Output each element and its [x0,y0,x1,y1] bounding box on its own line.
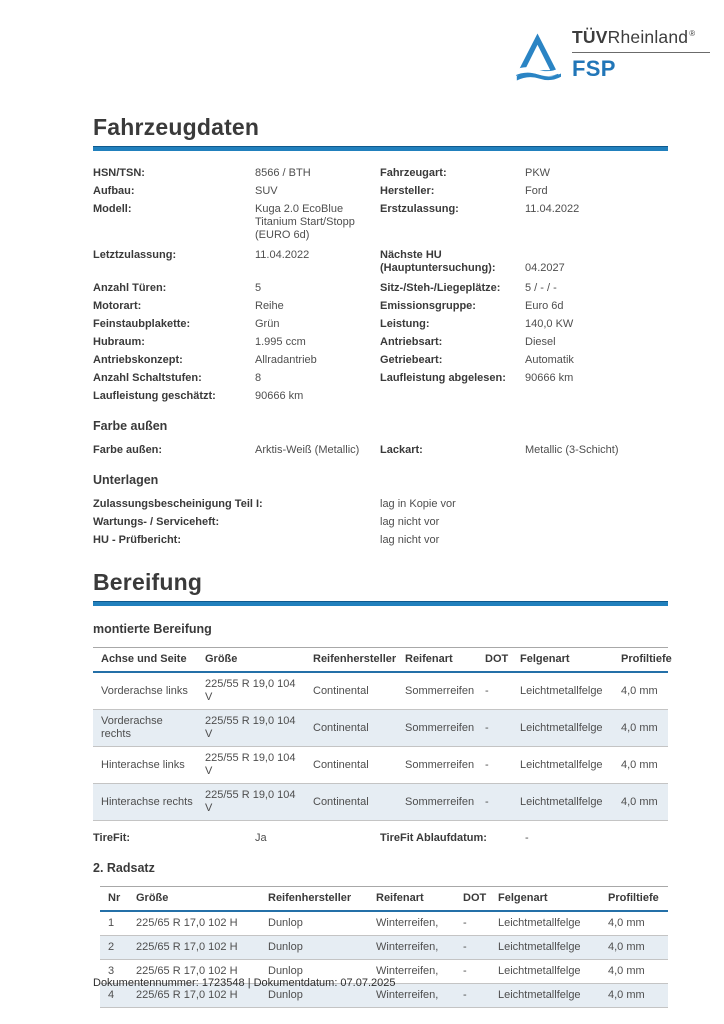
tuv-rheinland-fsp-logo [514,27,710,83]
mounted-tires-table [93,647,672,821]
field-row-anzahl-tueren [93,282,668,295]
table-row [93,710,668,747]
table-row [93,672,668,710]
field-label: Leistung: [380,318,430,330]
table-cell: 4,0 mm [600,911,668,936]
field-label: HU - Prüfbericht: [93,534,181,546]
column-header: Reifenhersteller [260,887,368,912]
logo-divider-line [572,52,710,53]
column-header: Profiltiefe [613,648,668,673]
field-row-modell [93,203,668,242]
table-cell: Leichtmetallfelge [490,984,600,1008]
table-cell: 4,0 mm [613,710,668,747]
column-header: Reifenart [397,648,477,673]
field-value: Arktis-Weiß (Metallic) [255,444,360,456]
field-label: Motorart: [93,300,142,312]
table-cell: 1 [100,911,128,936]
table-row [100,911,668,936]
field-value: 1.995 ccm [255,336,306,348]
table-cell: 4,0 mm [613,672,668,710]
field-value: Allradantrieb [255,354,317,366]
field-value: lag nicht vor [380,516,440,528]
field-value: 04.2027 [525,262,565,274]
document-footer: Dokumentennummer: 1723548 | Dokumentdatum: 07.07.2025 [93,977,396,989]
field-label: Anzahl Schaltstufen: [93,372,202,384]
field-value: Reihe [255,300,284,312]
table-cell: Dunlop [260,936,368,960]
field-label: Nächste HU (Hauptuntersuchung): [380,249,496,274]
column-header: DOT [455,887,490,912]
field-value: lag nicht vor [380,534,440,546]
tuv-triangle-icon [514,31,561,83]
field-row-motorart [93,300,668,313]
field-label: Wartungs- / Serviceheft: [93,516,220,528]
table-cell: Dunlop [260,984,368,1008]
field-label: Zulassungsbescheinigung Teil I: [93,498,263,510]
section-rule [93,601,668,606]
table-cell: 4,0 mm [613,784,668,821]
table-cell: Dunlop [260,960,368,984]
table-cell: Leichtmetallfelge [490,911,600,936]
second-wheel-set-wrap [100,886,668,1008]
subsection-title-unterlagen: Unterlagen [93,473,159,487]
table-cell: 3 [100,960,128,984]
field-label: Getriebeart: [380,354,443,366]
document-content [93,114,672,1008]
table-cell: - [477,672,512,710]
field-value: PKW [525,167,551,179]
table-cell: Vorderachse links [93,672,197,710]
field-row-aufbau [93,185,668,198]
field-value: Euro 6d [525,300,564,312]
subsection-title-montierte-bereifung: montierte Bereifung [93,622,212,636]
table-cell: Hinterachse links [93,747,197,784]
table-cell: 2 [100,936,128,960]
field-value: 5 [255,282,262,294]
column-header: Reifenart [368,887,455,912]
table-cell: - [455,960,490,984]
table-cell: Sommerreifen [397,747,477,784]
field-row-antriebskonzept [93,354,668,367]
table-cell: 225/65 R 17,0 102 H [128,960,260,984]
field-row-hubraum [93,336,668,349]
field-value: Diesel [525,336,556,348]
table-cell: Dunlop [260,911,368,936]
field-value: Metallic (3-Schicht) [525,444,619,456]
field-value: 90666 km [255,390,304,402]
brand-bold-part: TÜV [572,27,608,47]
field-label: Laufleistung geschätzt: [93,390,216,402]
field-label: Sitz-/Steh-/Liegeplätze: [380,282,501,294]
brand-regular-part: Rheinland [607,27,689,47]
field-label: Anzahl Türen: [93,282,167,294]
field-value: Kuga 2.0 EcoBlue Titanium Start/Stopp (EURO 6d) [255,203,355,241]
field-value: 90666 km [525,372,574,384]
table-cell: 225/55 R 19,0 104 V [197,747,305,784]
table-cell: Continental [305,672,397,710]
column-header: Felgenart [512,648,613,673]
table-cell: 225/65 R 17,0 102 H [128,984,260,1008]
table-cell: 225/65 R 17,0 102 H [128,911,260,936]
logo-text-block [572,27,710,82]
field-label: Hubraum: [93,336,145,348]
field-value: - [525,832,529,844]
table-cell: Leichtmetallfelge [512,672,613,710]
table-cell: Continental [305,784,397,821]
table-header-row [100,887,668,912]
field-row-feinstaubplakette [93,318,668,331]
table-cell: 225/55 R 19,0 104 V [197,672,305,710]
table-cell: - [455,984,490,1008]
field-row-laufleistung-geschaetzt [93,390,668,403]
column-header: Reifenhersteller [305,648,397,673]
section-rule [93,146,668,151]
field-row-schaltstufen [93,372,668,385]
table-cell: - [455,936,490,960]
column-header: Profiltiefe [600,887,668,912]
table-header-row [93,648,668,673]
table-cell: 4,0 mm [600,936,668,960]
table-cell: 4,0 mm [613,747,668,784]
field-value: 8 [255,372,262,384]
field-label: Antriebskonzept: [93,354,183,366]
field-label: TireFit: [93,832,131,844]
second-wheel-set-table [100,886,668,1008]
field-label: Emissionsgruppe: [380,300,476,312]
column-header: Achse und Seite [93,648,197,673]
table-cell: Hinterachse rechts [93,784,197,821]
field-value: 5 / - / - [525,282,557,294]
table-cell: Leichtmetallfelge [512,784,613,821]
table-cell: Vorderachse rechts [93,710,197,747]
field-row-zulassungsbescheinigung [93,498,668,511]
field-row-letztzulassung [93,249,668,275]
table-row [93,784,668,821]
field-label: Farbe außen: [93,444,163,456]
table-cell: 225/65 R 17,0 102 H [128,936,260,960]
field-label: Hersteller: [380,185,435,197]
field-label: Antriebsart: [380,336,443,348]
field-row-tirefit [93,832,668,845]
field-label: Modell: [93,203,132,215]
table-cell: - [477,747,512,784]
table-cell: 4,0 mm [600,984,668,1008]
field-value: lag in Kopie vor [380,498,456,510]
field-row-hu-pruefbericht [93,534,668,547]
field-label: Laufleistung abgelesen: [380,372,506,384]
registered-trademark-symbol: ® [689,29,696,39]
column-header: Nr [100,887,128,912]
section-title-bereifung: Bereifung [93,569,203,595]
table-row [93,747,668,784]
table-cell: Winterreifen, [368,984,455,1008]
table-cell: - [455,911,490,936]
field-value: Ja [255,832,267,844]
column-header: Felgenart [490,887,600,912]
table-cell: 225/55 R 19,0 104 V [197,710,305,747]
field-label: TireFit Ablaufdatum: [380,832,487,844]
field-label: Letztzulassung: [93,249,177,261]
field-label: Erstzulassung: [380,203,459,215]
table-cell: Winterreifen, [368,936,455,960]
column-header: DOT [477,648,512,673]
table-cell: Winterreifen, [368,911,455,936]
table-cell: Sommerreifen [397,710,477,747]
table-cell: Leichtmetallfelge [512,747,613,784]
field-value: Automatik [525,354,574,366]
brand-name [572,27,710,48]
table-cell: 4 [100,984,128,1008]
column-header: Größe [128,887,260,912]
table-cell: Continental [305,747,397,784]
table-cell: Winterreifen, [368,960,455,984]
field-value: 8566 / BTH [255,167,311,179]
table-row [100,936,668,960]
field-value: 140,0 KW [525,318,574,330]
field-label: HSN/TSN: [93,167,145,179]
field-row-farbe-aussen [93,444,668,457]
table-cell: Continental [305,710,397,747]
table-cell: Leichtmetallfelge [512,710,613,747]
field-label: Feinstaubplakette: [93,318,191,330]
column-header: Größe [197,648,305,673]
table-cell: 4,0 mm [600,960,668,984]
field-value: SUV [255,185,278,197]
field-label: Lackart: [380,444,423,456]
field-value: 11.04.2022 [255,249,310,261]
table-cell: Leichtmetallfelge [490,936,600,960]
section-title-fahrzeugdaten: Fahrzeugdaten [93,114,260,140]
table-cell: Sommerreifen [397,784,477,821]
subsection-title-radsatz: 2. Radsatz [93,861,155,875]
field-label: Aufbau: [93,185,135,197]
table-cell: Leichtmetallfelge [490,960,600,984]
field-row-hsn-tsn [93,167,668,180]
table-cell: - [477,784,512,821]
field-label: Fahrzeugart: [380,167,447,179]
field-row-serviceheft [93,516,668,529]
subsection-title-farbe-aussen: Farbe außen [93,419,168,433]
field-value: 11.04.2022 [525,203,580,215]
table-cell: - [477,710,512,747]
field-value: Ford [525,185,548,197]
table-cell: Sommerreifen [397,672,477,710]
fsp-division-label: FSP [572,56,616,81]
field-value: Grün [255,318,280,330]
table-cell: 225/55 R 19,0 104 V [197,784,305,821]
